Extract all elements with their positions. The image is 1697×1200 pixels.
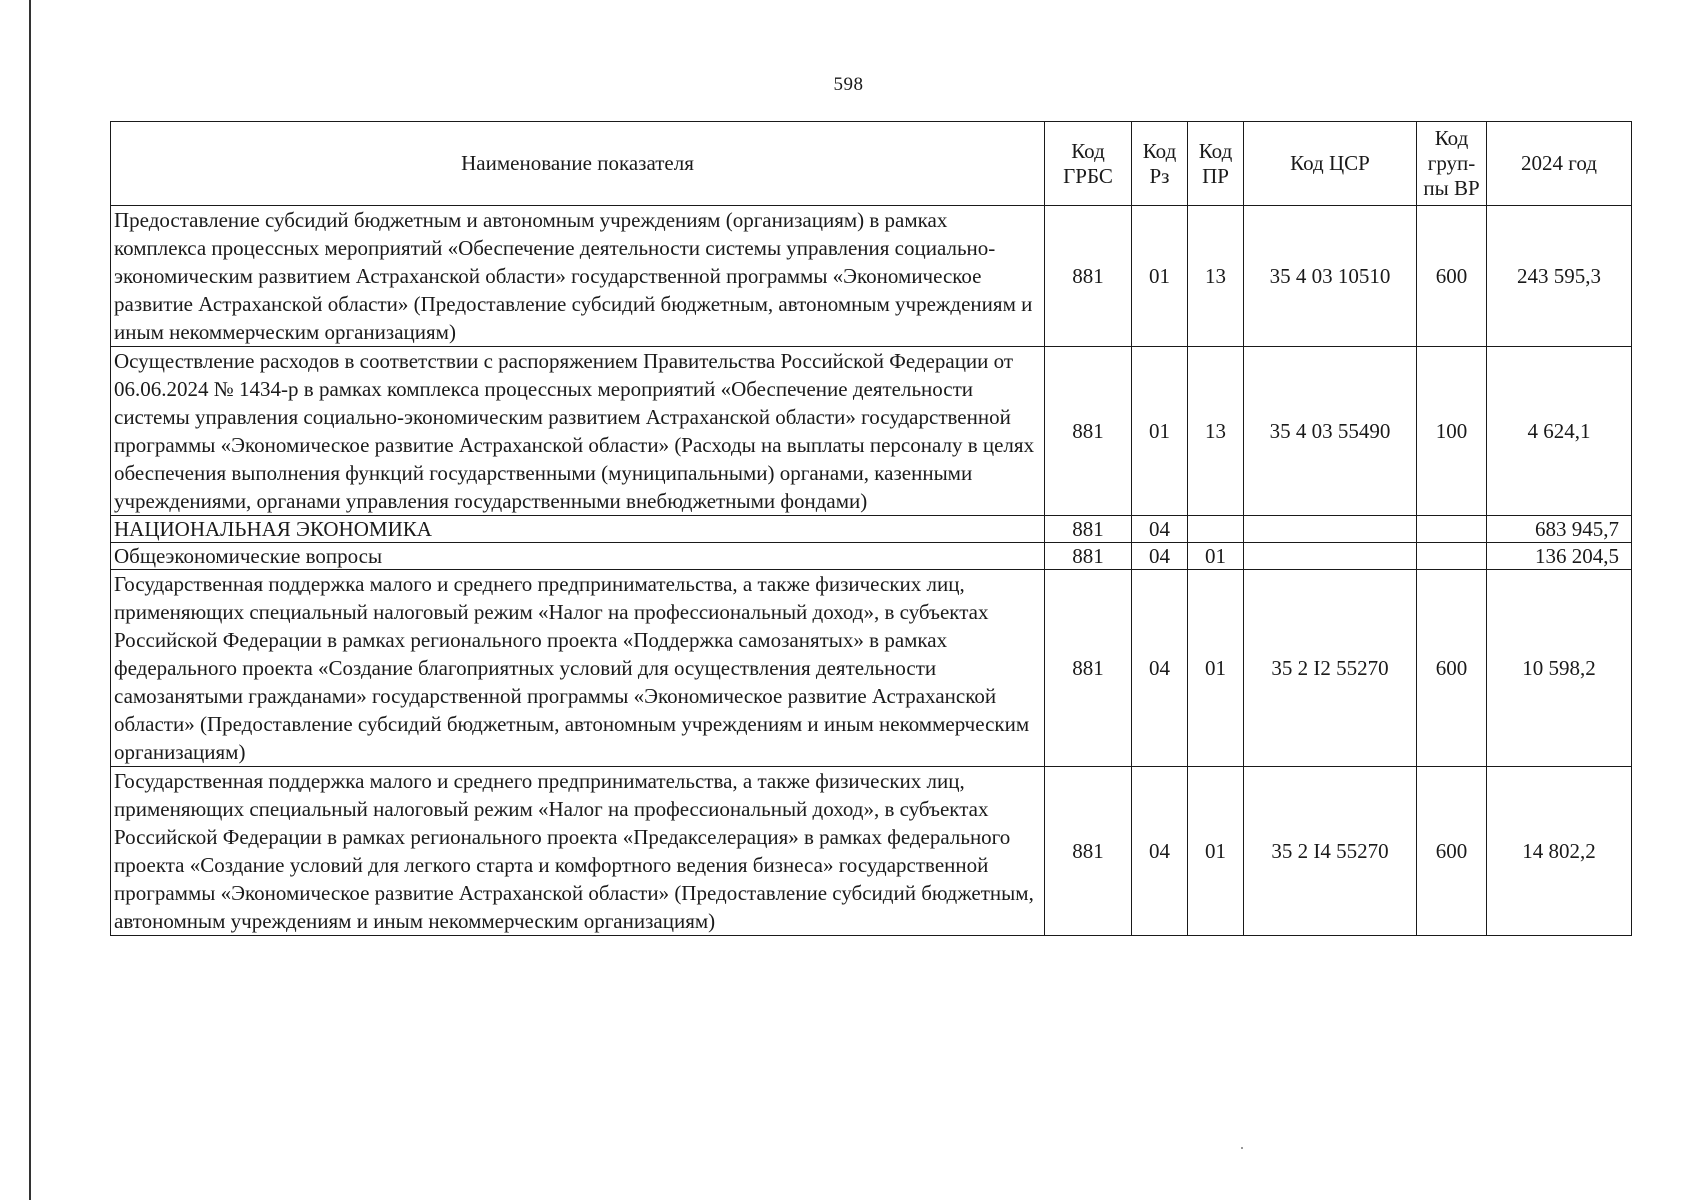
row-pr: 13 — [1188, 206, 1244, 347]
budget-table — [110, 121, 1632, 936]
row-name: НАЦИОНАЛЬНАЯ ЭКОНОМИКА — [111, 516, 1045, 543]
header-csr: Код ЦСР — [1244, 122, 1417, 206]
row-amount: 243 595,3 — [1487, 206, 1632, 347]
table-header-row — [111, 122, 1632, 206]
header-vr: Код груп-пы ВР — [1417, 122, 1487, 206]
left-margin-line — [29, 0, 31, 1200]
row-rz: 04 — [1132, 543, 1188, 570]
header-year: 2024 год — [1487, 122, 1632, 206]
row-csr — [1244, 516, 1417, 543]
row-vr — [1417, 516, 1487, 543]
row-csr: 35 2 I4 55270 — [1244, 767, 1417, 936]
row-amount: 136 204,5 — [1487, 543, 1632, 570]
row-rz: 04 — [1132, 516, 1188, 543]
table-row — [111, 767, 1632, 936]
table-row — [111, 347, 1632, 516]
header-rz: Код Рз — [1132, 122, 1188, 206]
row-grbs: 881 — [1045, 570, 1132, 767]
row-name: Общеэкономические вопросы — [111, 543, 1045, 570]
row-amount: 10 598,2 — [1487, 570, 1632, 767]
row-grbs: 881 — [1045, 206, 1132, 347]
page-number: 598 — [833, 74, 864, 95]
row-name: Государственная поддержка малого и среднего предпринимательства, а также физических лиц, применяющих специальный налоговый режим «Налог на профессиональный доход», в субъектах Российской Федерации в рамках регионального проекта «Предакселерация» в рамках федерального проекта «Создание условий для легкого старта и комфортного ведения бизнеса» государственной программы «Экономическое развитие Астраханской области» (Предоставление субсидий бюджетным, автономным учреждениям и иным некоммерческим организациям) — [111, 767, 1045, 936]
row-vr: 600 — [1417, 206, 1487, 347]
row-grbs: 881 — [1045, 516, 1132, 543]
row-pr: 01 — [1188, 543, 1244, 570]
row-amount: 683 945,7 — [1487, 516, 1632, 543]
row-name: Осуществление расходов в соответствии с распоряжением Правительства Российской Федерации от 06.06.2024 № 1434-р в рамках комплекса процессных мероприятий «Обеспечение деятельности системы управления социально-экономическим развитием Астраханской области» государственной программы «Экономическое развитие Астраханской области» (Расходы на выплаты персоналу в целях обеспечения выполнения функций государственными (муниципальными) органами, казенными учреждениями, органами управления государственными внебюджетными фондами) — [111, 347, 1045, 516]
row-csr: 35 4 03 55490 — [1244, 347, 1417, 516]
row-amount: 14 802,2 — [1487, 767, 1632, 936]
row-name: Предоставление субсидий бюджетным и автономным учреждениям (организациям) в рамках комплекса процессных мероприятий «Обеспечение деятельности системы управления социально-экономическим развитием Астраханской области» государственной программы «Экономическое развитие Астраханской области» (Предоставление субсидий бюджетным, автономным учреждениям и иным некоммерческим организациям) — [111, 206, 1045, 347]
header-name: Наименование показателя — [111, 122, 1045, 206]
header-grbs: Код ГРБС — [1045, 122, 1132, 206]
row-pr: 01 — [1188, 767, 1244, 936]
table-row — [111, 206, 1632, 347]
row-csr — [1244, 543, 1417, 570]
row-csr: 35 2 I2 55270 — [1244, 570, 1417, 767]
row-vr: 100 — [1417, 347, 1487, 516]
table-row — [111, 516, 1632, 543]
row-csr: 35 4 03 10510 — [1244, 206, 1417, 347]
row-rz: 01 — [1132, 347, 1188, 516]
row-grbs: 881 — [1045, 543, 1132, 570]
row-vr: 600 — [1417, 570, 1487, 767]
header-pr: Код ПР — [1188, 122, 1244, 206]
row-rz: 04 — [1132, 570, 1188, 767]
row-name: Государственная поддержка малого и среднего предпринимательства, а также физических лиц, применяющих специальный налоговый режим «Налог на профессиональный доход», в субъектах Российской Федерации в рамках регионального проекта «Поддержка самозанятых» в рамках федерального проекта «Создание благоприятных условий для осуществления деятельности самозанятыми гражданами» государственной программы «Экономическое развитие Астраханской области» (Предоставление субсидий бюджетным, автономным учреждениям и иным некоммерческим организациям) — [111, 570, 1045, 767]
table-row — [111, 543, 1632, 570]
scan-speck — [1241, 1147, 1243, 1149]
row-amount: 4 624,1 — [1487, 347, 1632, 516]
row-rz: 04 — [1132, 767, 1188, 936]
row-vr: 600 — [1417, 767, 1487, 936]
row-rz: 01 — [1132, 206, 1188, 347]
row-grbs: 881 — [1045, 767, 1132, 936]
row-vr — [1417, 543, 1487, 570]
row-grbs: 881 — [1045, 347, 1132, 516]
table-row — [111, 570, 1632, 767]
row-pr: 13 — [1188, 347, 1244, 516]
row-pr — [1188, 516, 1244, 543]
row-pr: 01 — [1188, 570, 1244, 767]
